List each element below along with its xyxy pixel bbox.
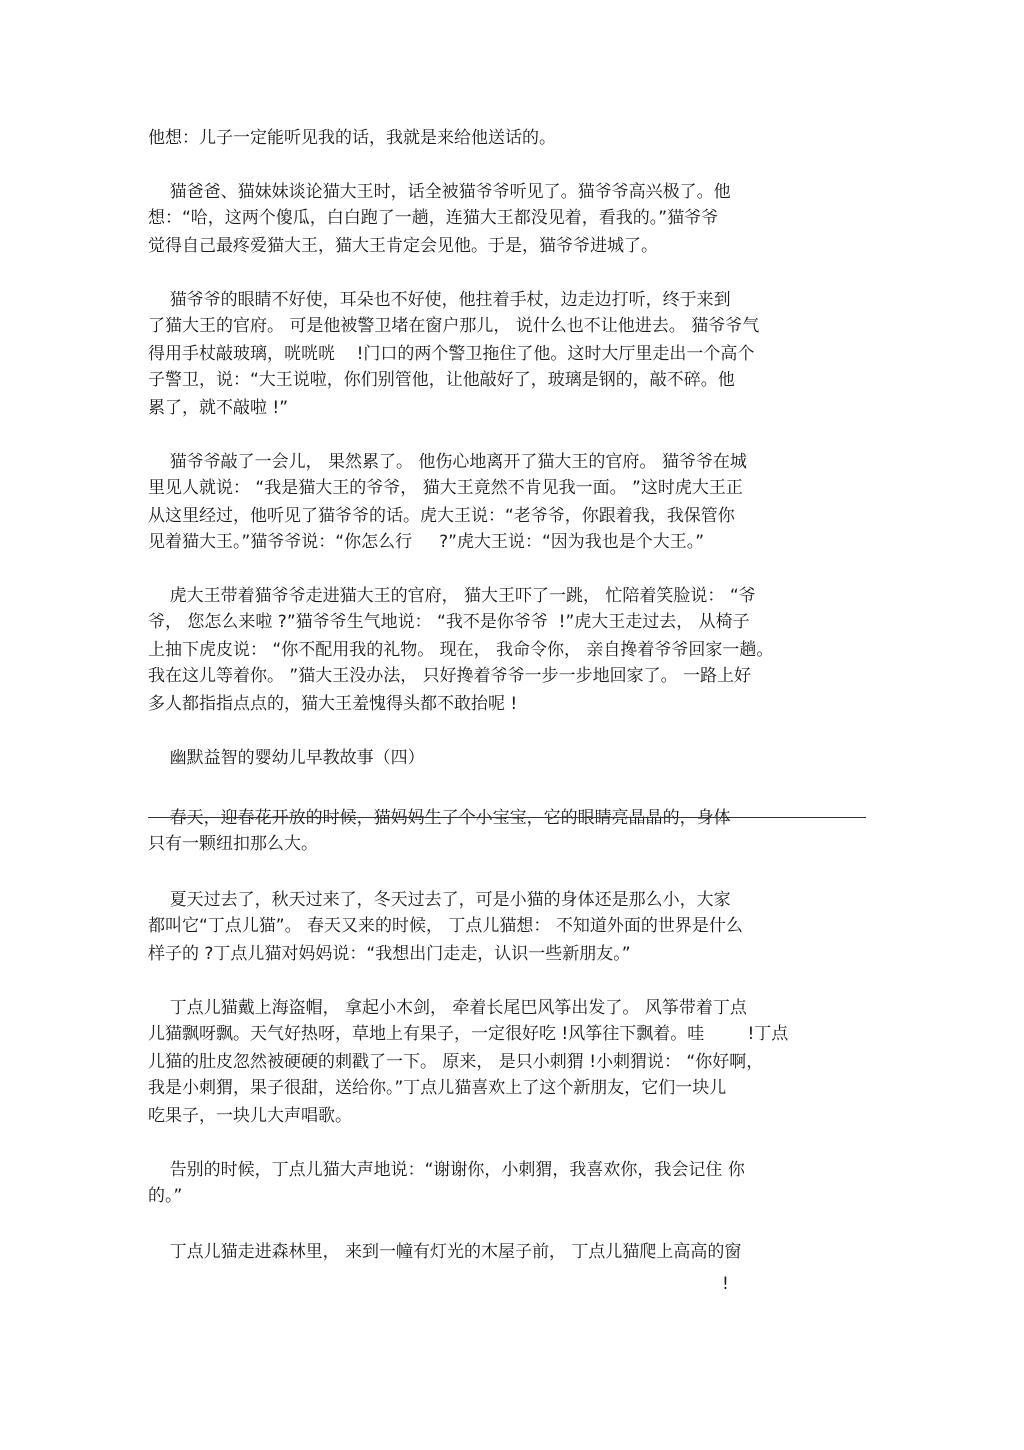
paragraph-4-line-3: 从这里经过，他听见了猫爷爷的话。虎大王说：“老爷爷，你跟着我，我保管你 bbox=[148, 506, 735, 526]
paragraph-11-line-1: 丁点儿猫走进森林里， 来到一幢有灯光的木屋子前， 丁点儿猫爬上高高的窗 bbox=[148, 1242, 742, 1262]
paragraph-8-line-1: 夏天过去了，秋天过来了，冬天过去了，可是小猫的身体还是那么小，大家 bbox=[148, 890, 731, 910]
paragraph-7-line-1: 春天，迎春花开放的时候，猫妈妈生了个小宝宝，它的眼睛亮晶晶的，身体 bbox=[148, 808, 731, 828]
paragraph-9-line-1: 丁点儿猫戴上海盗帽， 拿起小木剑， 牵着长尾巴风筝出发了。 风筝带着丁点 bbox=[148, 998, 747, 1018]
paragraph-3-line-4: 子警卫，说：“大王说啦，你们别管他，让他敲好了，玻璃是钢的，敲不碎。他 bbox=[148, 370, 735, 390]
paragraph-9-line-2: 儿猫飘呀飘。天气好热呀，草地上有果子，一定很好吃 !风筝往下飘着。哇 !丁点 bbox=[148, 1024, 789, 1044]
paragraph-6-line-1: 幽默益智的婴幼儿早教故事（四） bbox=[148, 748, 425, 768]
paragraph-2-line-1: 猫爸爸、猫妹妹谈论猫大王时，话全被猫爷爷听见了。猫爷爷高兴极了。他 bbox=[148, 182, 731, 202]
paragraph-5-line-1: 虎大王带着猫爷爷走进猫大王的官府， 猫大王吓了一跳， 忙陪着笑脸说： “爷 bbox=[148, 586, 756, 606]
paragraph-3-line-1: 猫爷爷的眼睛不好使，耳朵也不好使，他拄着手杖，边走边打听，终于来到 bbox=[148, 290, 731, 310]
paragraph-10-line-2: 的。” bbox=[148, 1186, 183, 1206]
paragraph-5-line-3: 上抽下虎皮说： “你不配用我的礼物。 现在， 我命令你， 亲自搀着爷爷回家一趟。 bbox=[148, 640, 774, 660]
paragraph-4-line-1: 猫爷爷敲了一会儿， 果然累了。 他伤心地离开了猫大王的官府。 猫爷爷在城 bbox=[148, 452, 747, 472]
paragraph-9-line-4: 我是小刺猬，果子很甜，送给你。”丁点儿猫喜欢上了这个新朋友，它们一块儿 bbox=[148, 1078, 727, 1098]
paragraph-2-line-3: 觉得自己最疼爱猫大王，猫大王肯定会见他。于是，猫爷爷进城了。 bbox=[148, 236, 658, 256]
paragraph-4-line-2: 里见人就说： “我是猫大王的爷爷， 猫大王竟然不肯见我一面。 ”这时虎大王正 bbox=[148, 478, 743, 498]
paragraph-3-line-3: 得用手杖敲玻璃，咣咣咣 !门口的两个警卫拖住了他。这时大厅里走出一个高个 bbox=[148, 344, 755, 364]
paragraph-7-line-2: 只有一颗纽扣那么大。 bbox=[148, 834, 318, 854]
paragraph-9-line-3: 儿猫的肚皮忽然被硬硬的刺戳了一下。 原来， 是只小刺猬 !小刺猬说： “你好啊， bbox=[148, 1052, 764, 1072]
paragraph-3-line-5: 累了，就不敲啦 !” bbox=[148, 398, 289, 418]
paragraph-3-line-2: 了猫大王的官府。 可是他被警卫堵在窗户那儿， 说什么也不让他进去。 猫爷爷气 bbox=[148, 316, 760, 336]
paragraph-5-line-4: 我在这儿等着你。 ”猫大王没办法， 只好搀着爷爷一步一步地回家了。 一路上好 bbox=[148, 666, 752, 686]
paragraph-12-line-1: ! bbox=[722, 1274, 729, 1294]
paragraph-2-line-2: 想：“哈，这两个傻瓜，白白跑了一趟，连猫大王都没见着，看我的。”猫爷爷 bbox=[148, 208, 719, 228]
paragraph-4-line-4: 见着猫大王。”猫爷爷说：“你怎么行 ?”虎大王说：“因为我也是个大王。” bbox=[148, 532, 705, 552]
section-divider bbox=[148, 817, 866, 818]
paragraph-8-line-2: 都叫它“丁点儿猫”。 春天又来的时候， 丁点儿猫想： 不知道外面的世界是什么 bbox=[148, 916, 743, 936]
paragraph-8-line-3: 样子的 ?丁点儿猫对妈妈说：“我想出门走走，认识一些新朋友。” bbox=[148, 944, 631, 964]
paragraph-5-line-2: 爷， 您怎么来啦 ?”猫爷爷生气地说： “我不是你爷爷 !”虎大王走过去， 从椅子 bbox=[148, 612, 750, 632]
paragraph-9-line-5: 吃果子，一块儿大声唱歌。 bbox=[148, 1106, 352, 1126]
paragraph-1-line-1: 他想：儿子一定能听见我的话，我就是来给他送话的。 bbox=[148, 128, 556, 148]
paragraph-5-line-5: 多人都指指点点的，猫大王羞愧得头都不敢抬呢 ! bbox=[148, 694, 518, 714]
paragraph-10-line-1: 告别的时候，丁点儿猫大声地说：“谢谢你，小刺猬，我喜欢你，我会记住 你 bbox=[148, 1160, 745, 1180]
